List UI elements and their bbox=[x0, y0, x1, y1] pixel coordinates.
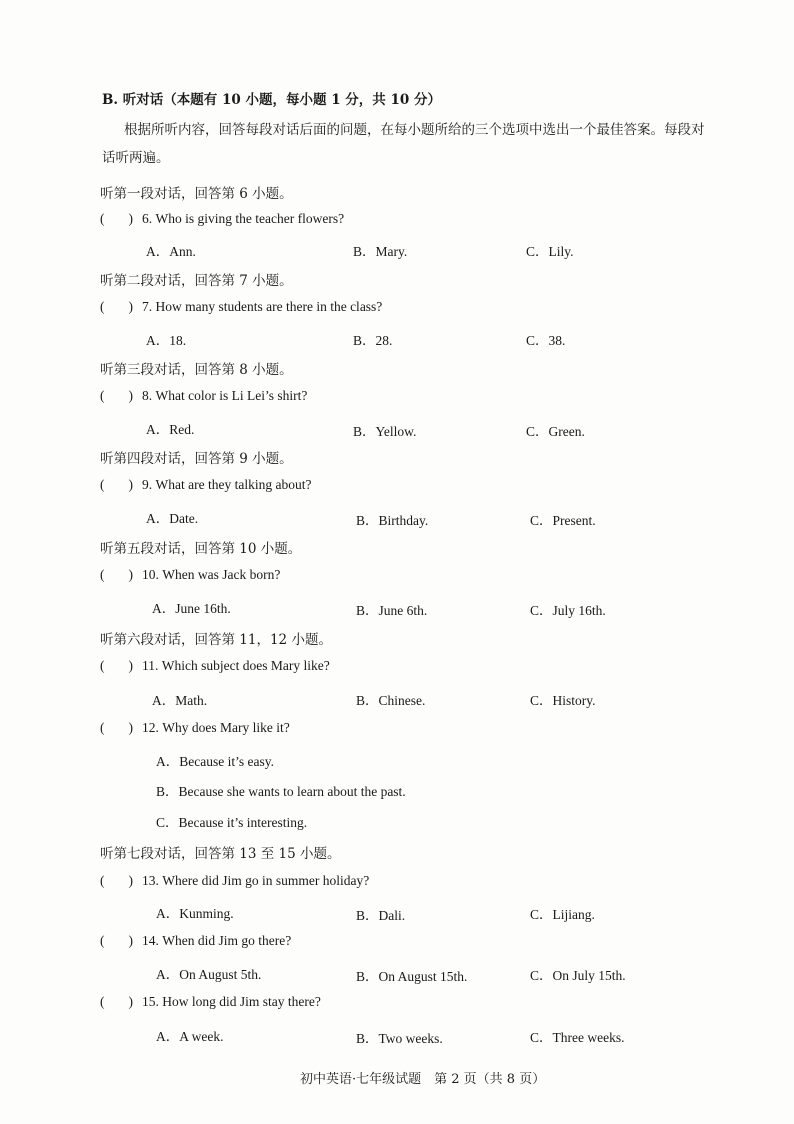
answer-blank: ( ) bbox=[100, 477, 133, 492]
question-14 bbox=[100, 933, 291, 949]
option-a: A．Kunming. bbox=[156, 906, 234, 921]
option-c: C．On July 15th. bbox=[530, 968, 626, 983]
section-intro: 根据所听内容，回答每段对话后面的问题，在每小题所给的三个选项中选出一个最佳答案。每段对话听两遍。 bbox=[102, 122, 705, 166]
option-c: C．38. bbox=[526, 333, 566, 348]
question-text: When was Jack born? bbox=[162, 567, 281, 582]
question-12 bbox=[100, 720, 290, 736]
option-c: C．Lily. bbox=[526, 244, 574, 259]
answer-blank: ( ) bbox=[100, 933, 133, 948]
option-c: C．Three weeks. bbox=[530, 1030, 625, 1045]
question-text: What are they talking about? bbox=[155, 477, 312, 492]
question-10 bbox=[100, 567, 280, 583]
option-b: B．Because she wants to learn about the past. bbox=[156, 784, 406, 799]
answer-blank: ( ) bbox=[100, 211, 133, 226]
option-a: A．18. bbox=[146, 333, 187, 348]
dialogue-instruction: 听第七段对话，回答第 13 至 15 小题。 bbox=[100, 846, 341, 862]
option-c: C．History. bbox=[530, 693, 596, 708]
answer-blank: ( ) bbox=[100, 720, 133, 735]
option-b: B．Chinese. bbox=[356, 693, 426, 708]
option-a: A．A week. bbox=[156, 1029, 224, 1044]
option-b: B．Yellow. bbox=[353, 424, 417, 439]
option-b: B．Birthday. bbox=[356, 513, 429, 528]
page-footer: 初中英语·七年级试题 第 2 页（共 8 页） bbox=[300, 1072, 546, 1087]
question-9 bbox=[100, 477, 311, 493]
question-8 bbox=[100, 388, 307, 404]
dialogue-instruction: 听第三段对话，回答第 8 小题。 bbox=[100, 362, 293, 378]
question-number: 15. bbox=[142, 994, 159, 1009]
question-7 bbox=[100, 299, 382, 315]
option-b: B．Mary. bbox=[353, 244, 408, 259]
question-number: 13. bbox=[142, 873, 159, 888]
question-number: 7. bbox=[142, 299, 153, 314]
option-b: B．On August 15th. bbox=[356, 969, 468, 984]
question-text: When did Jim go there? bbox=[162, 933, 292, 948]
option-a: A．Date. bbox=[146, 511, 199, 526]
dialogue-instruction: 听第五段对话，回答第 10 小题。 bbox=[100, 541, 302, 557]
option-c: C．Present. bbox=[530, 513, 596, 528]
answer-blank: ( ) bbox=[100, 994, 133, 1009]
option-a: A．Ann. bbox=[146, 244, 196, 259]
dialogue-instruction: 听第六段对话，回答第 11，12 小题。 bbox=[100, 632, 332, 648]
dialogue-instruction: 听第四段对话，回答第 9 小题。 bbox=[100, 451, 293, 467]
option-a: A．June 16th. bbox=[152, 601, 231, 616]
answer-blank: ( ) bbox=[100, 299, 133, 314]
question-number: 11. bbox=[142, 658, 159, 673]
question-13 bbox=[100, 873, 369, 889]
answer-blank: ( ) bbox=[100, 658, 133, 673]
question-text: Who is giving the teacher flowers? bbox=[155, 211, 345, 226]
option-b: B．28. bbox=[353, 333, 393, 348]
question-number: 14. bbox=[142, 933, 159, 948]
section-title: B. 听对话（本题有 10 小题，每小题 1 分，共 10 分） bbox=[102, 92, 441, 108]
question-text: What color is Li Lei’s shirt? bbox=[155, 388, 308, 403]
question-text: Where did Jim go in summer holiday? bbox=[162, 873, 370, 888]
option-c: C．Because it’s interesting. bbox=[156, 815, 308, 830]
question-number: 8. bbox=[142, 388, 153, 403]
question-text: How long did Jim stay there? bbox=[162, 994, 321, 1009]
question-number: 12. bbox=[142, 720, 159, 735]
answer-blank: ( ) bbox=[100, 567, 133, 582]
question-15 bbox=[100, 994, 321, 1010]
option-c: C．Green. bbox=[526, 424, 585, 439]
answer-blank: ( ) bbox=[100, 873, 133, 888]
answer-blank: ( ) bbox=[100, 388, 133, 403]
question-11 bbox=[100, 658, 330, 674]
question-6 bbox=[100, 211, 344, 227]
dialogue-instruction: 听第一段对话，回答第 6 小题。 bbox=[100, 186, 293, 202]
option-b: B．Dali. bbox=[356, 908, 406, 923]
question-number: 10. bbox=[142, 567, 159, 582]
question-text: How many students are there in the class? bbox=[155, 299, 383, 314]
option-b: B．Two weeks. bbox=[356, 1031, 443, 1046]
dialogue-instruction: 听第二段对话，回答第 7 小题。 bbox=[100, 273, 293, 289]
question-text: Why does Mary like it? bbox=[162, 720, 290, 735]
question-number: 9. bbox=[142, 477, 153, 492]
option-b: B．June 6th. bbox=[356, 603, 428, 618]
question-text: Which subject does Mary like? bbox=[161, 658, 330, 673]
question-number: 6. bbox=[142, 211, 153, 226]
option-a: A．On August 5th. bbox=[156, 967, 262, 982]
option-a: A．Because it’s easy. bbox=[156, 754, 274, 769]
option-a: A．Red. bbox=[146, 422, 195, 437]
option-c: C．July 16th. bbox=[530, 603, 606, 618]
option-c: C．Lijiang. bbox=[530, 907, 595, 922]
option-a: A．Math. bbox=[152, 693, 208, 708]
